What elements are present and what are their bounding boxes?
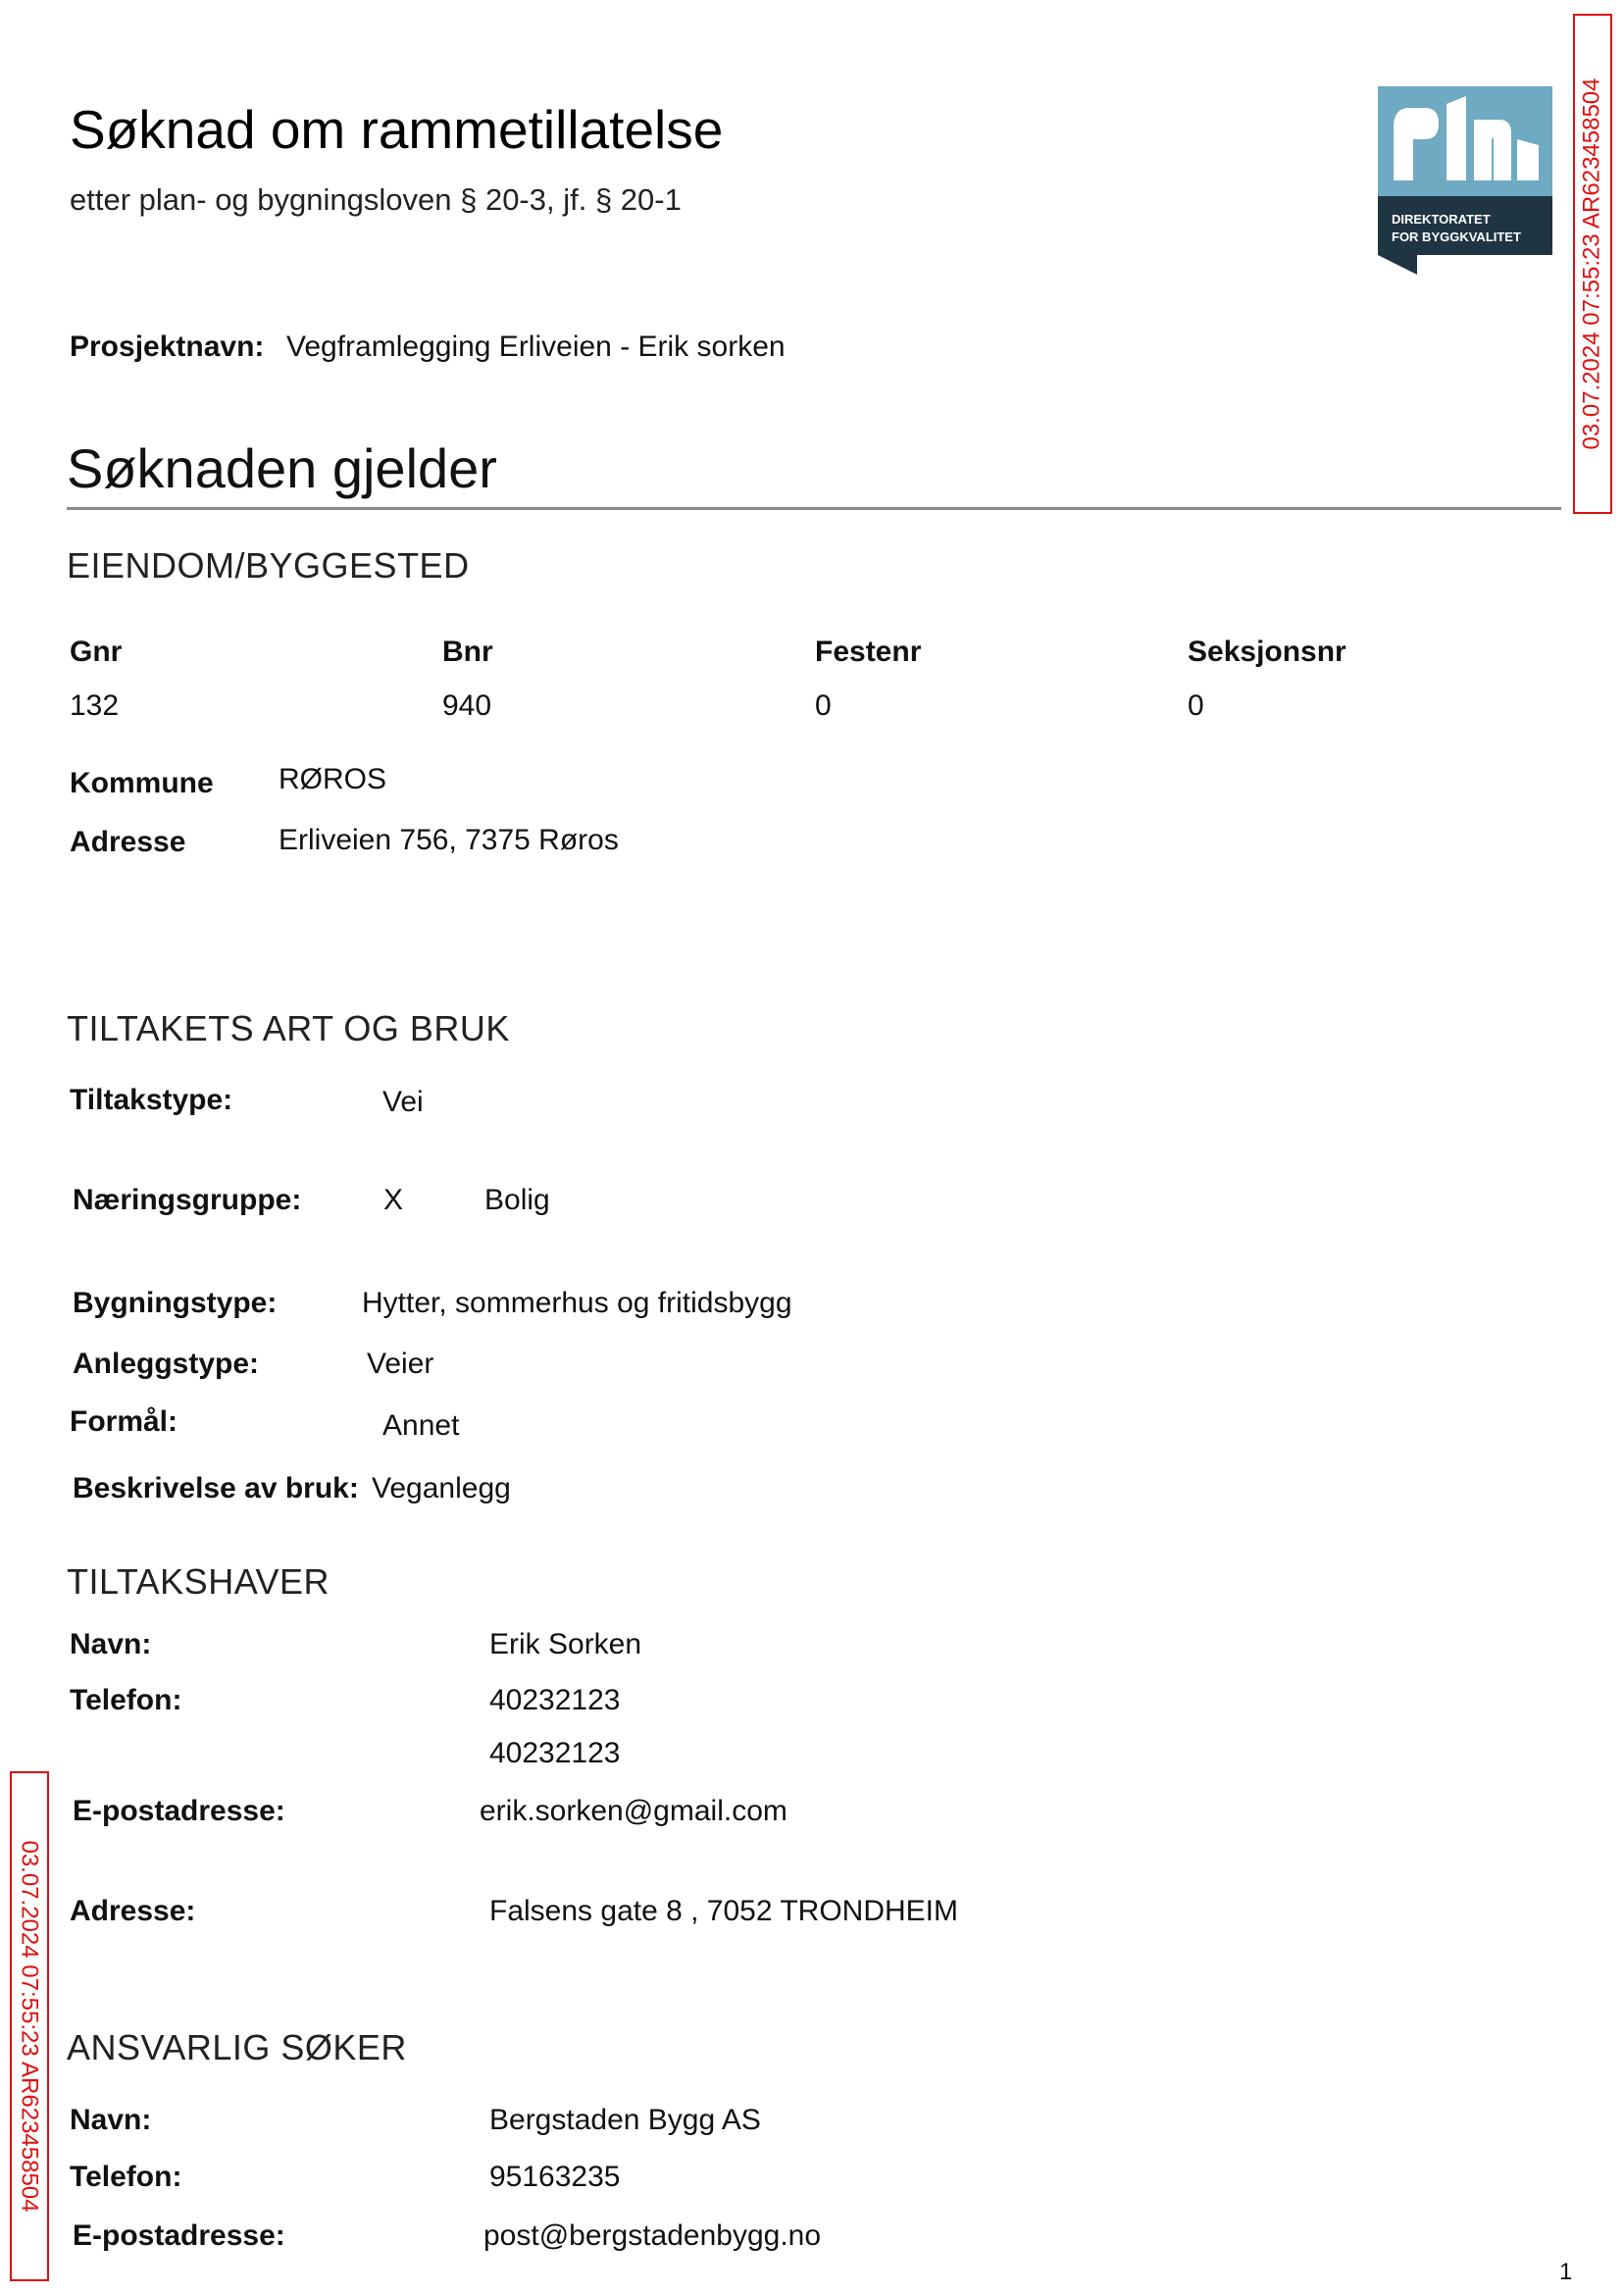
section-title: Søknaden gjelder — [67, 437, 497, 499]
festenr-label: Festenr — [815, 636, 922, 668]
naeringsgruppe-value: Bolig — [484, 1184, 550, 1216]
tiltak-heading: TILTAKETS ART OG BRUK — [67, 1008, 510, 1048]
dibk-logo — [1378, 86, 1552, 275]
beskrivelse-label: Beskrivelse av bruk: — [73, 1472, 359, 1504]
logo-text-line1: DIREKTORATET — [1392, 212, 1491, 227]
project-name-label: Prosjektnavn: — [70, 331, 265, 363]
tiltakshaver-epost-value: erik.sorken@gmail.com — [480, 1795, 787, 1827]
ansvarlig-heading: ANSVARLIG SØKER — [67, 2027, 407, 2067]
kommune-label: Kommune — [70, 767, 214, 799]
tiltakshaver-epost-label: E-postadresse: — [73, 1795, 285, 1827]
gnr-value: 132 — [70, 689, 120, 722]
tiltakshaver-adresse-label: Adresse: — [70, 1895, 196, 1927]
festenr-value: 0 — [815, 689, 832, 722]
anleggstype-value: Veier — [367, 1348, 434, 1380]
tiltakshaver-telefon-label: Telefon: — [70, 1684, 182, 1716]
tiltakshaver-navn-value: Erik Sorken — [489, 1628, 642, 1660]
bnr-value: 940 — [442, 689, 492, 722]
bygningstype-value: Hytter, sommerhus og fritidsbygg — [362, 1287, 792, 1319]
tiltakshaver-telefon-value2: 40232123 — [489, 1737, 621, 1769]
ansvarlig-telefon-label: Telefon: — [70, 2161, 182, 2193]
naeringsgruppe-label: Næringsgruppe: — [73, 1184, 302, 1216]
anleggstype-label: Anleggstype: — [73, 1348, 260, 1380]
tiltakstype-label: Tiltakstype: — [70, 1084, 233, 1116]
gnr-label: Gnr — [70, 636, 123, 668]
formal-label: Formål: — [70, 1405, 178, 1438]
ansvarlig-telefon-value: 95163235 — [489, 2161, 621, 2193]
naeringsgruppe-code: X — [383, 1184, 404, 1216]
logo-text-line2: FOR BYGGKVALITET — [1392, 229, 1521, 244]
project-name-value: Vegframlegging Erliveien - Erik sorken — [286, 331, 786, 363]
seksjonsnr-value: 0 — [1188, 689, 1204, 722]
tiltakshaver-telefon-value1: 40232123 — [489, 1684, 621, 1716]
document-subtitle: etter plan- og bygningsloven § 20-3, jf. § 20-1 — [70, 182, 682, 217]
kommune-value: RØROS — [279, 763, 387, 795]
tiltakshaver-adresse-value: Falsens gate 8 , 7052 TRONDHEIM — [489, 1895, 958, 1927]
page-number: 1 — [1559, 2259, 1573, 2285]
registration-stamp-left: 03.07.2024 07:55:23 AR623458504 — [10, 1771, 49, 2281]
beskrivelse-value: Veganlegg — [372, 1472, 511, 1504]
seksjonsnr-label: Seksjonsnr — [1188, 636, 1346, 668]
adresse-value: Erliveien 756, 7375 Røros — [279, 824, 619, 856]
property-heading: EIENDOM/BYGGESTED — [67, 545, 470, 586]
ansvarlig-navn-value: Bergstaden Bygg AS — [489, 2104, 761, 2136]
ansvarlig-epost-value: post@bergstadenbygg.no — [483, 2219, 822, 2252]
bnr-label: Bnr — [442, 636, 493, 668]
tiltakshaver-heading: TILTAKSHAVER — [67, 1561, 330, 1602]
ansvarlig-epost-label: E-postadresse: — [73, 2219, 285, 2252]
bygningstype-label: Bygningstype: — [73, 1287, 278, 1319]
ansvarlig-navn-label: Navn: — [70, 2104, 152, 2136]
adresse-label: Adresse — [70, 826, 186, 858]
formal-value: Annet — [382, 1409, 460, 1442]
section-divider — [67, 507, 1561, 510]
registration-stamp-right: 03.07.2024 07:55:23 AR623458504 — [1573, 14, 1612, 514]
tiltakstype-value: Vei — [382, 1086, 424, 1118]
tiltakshaver-navn-label: Navn: — [70, 1628, 152, 1660]
document-title: Søknad om rammetillatelse — [70, 99, 724, 160]
